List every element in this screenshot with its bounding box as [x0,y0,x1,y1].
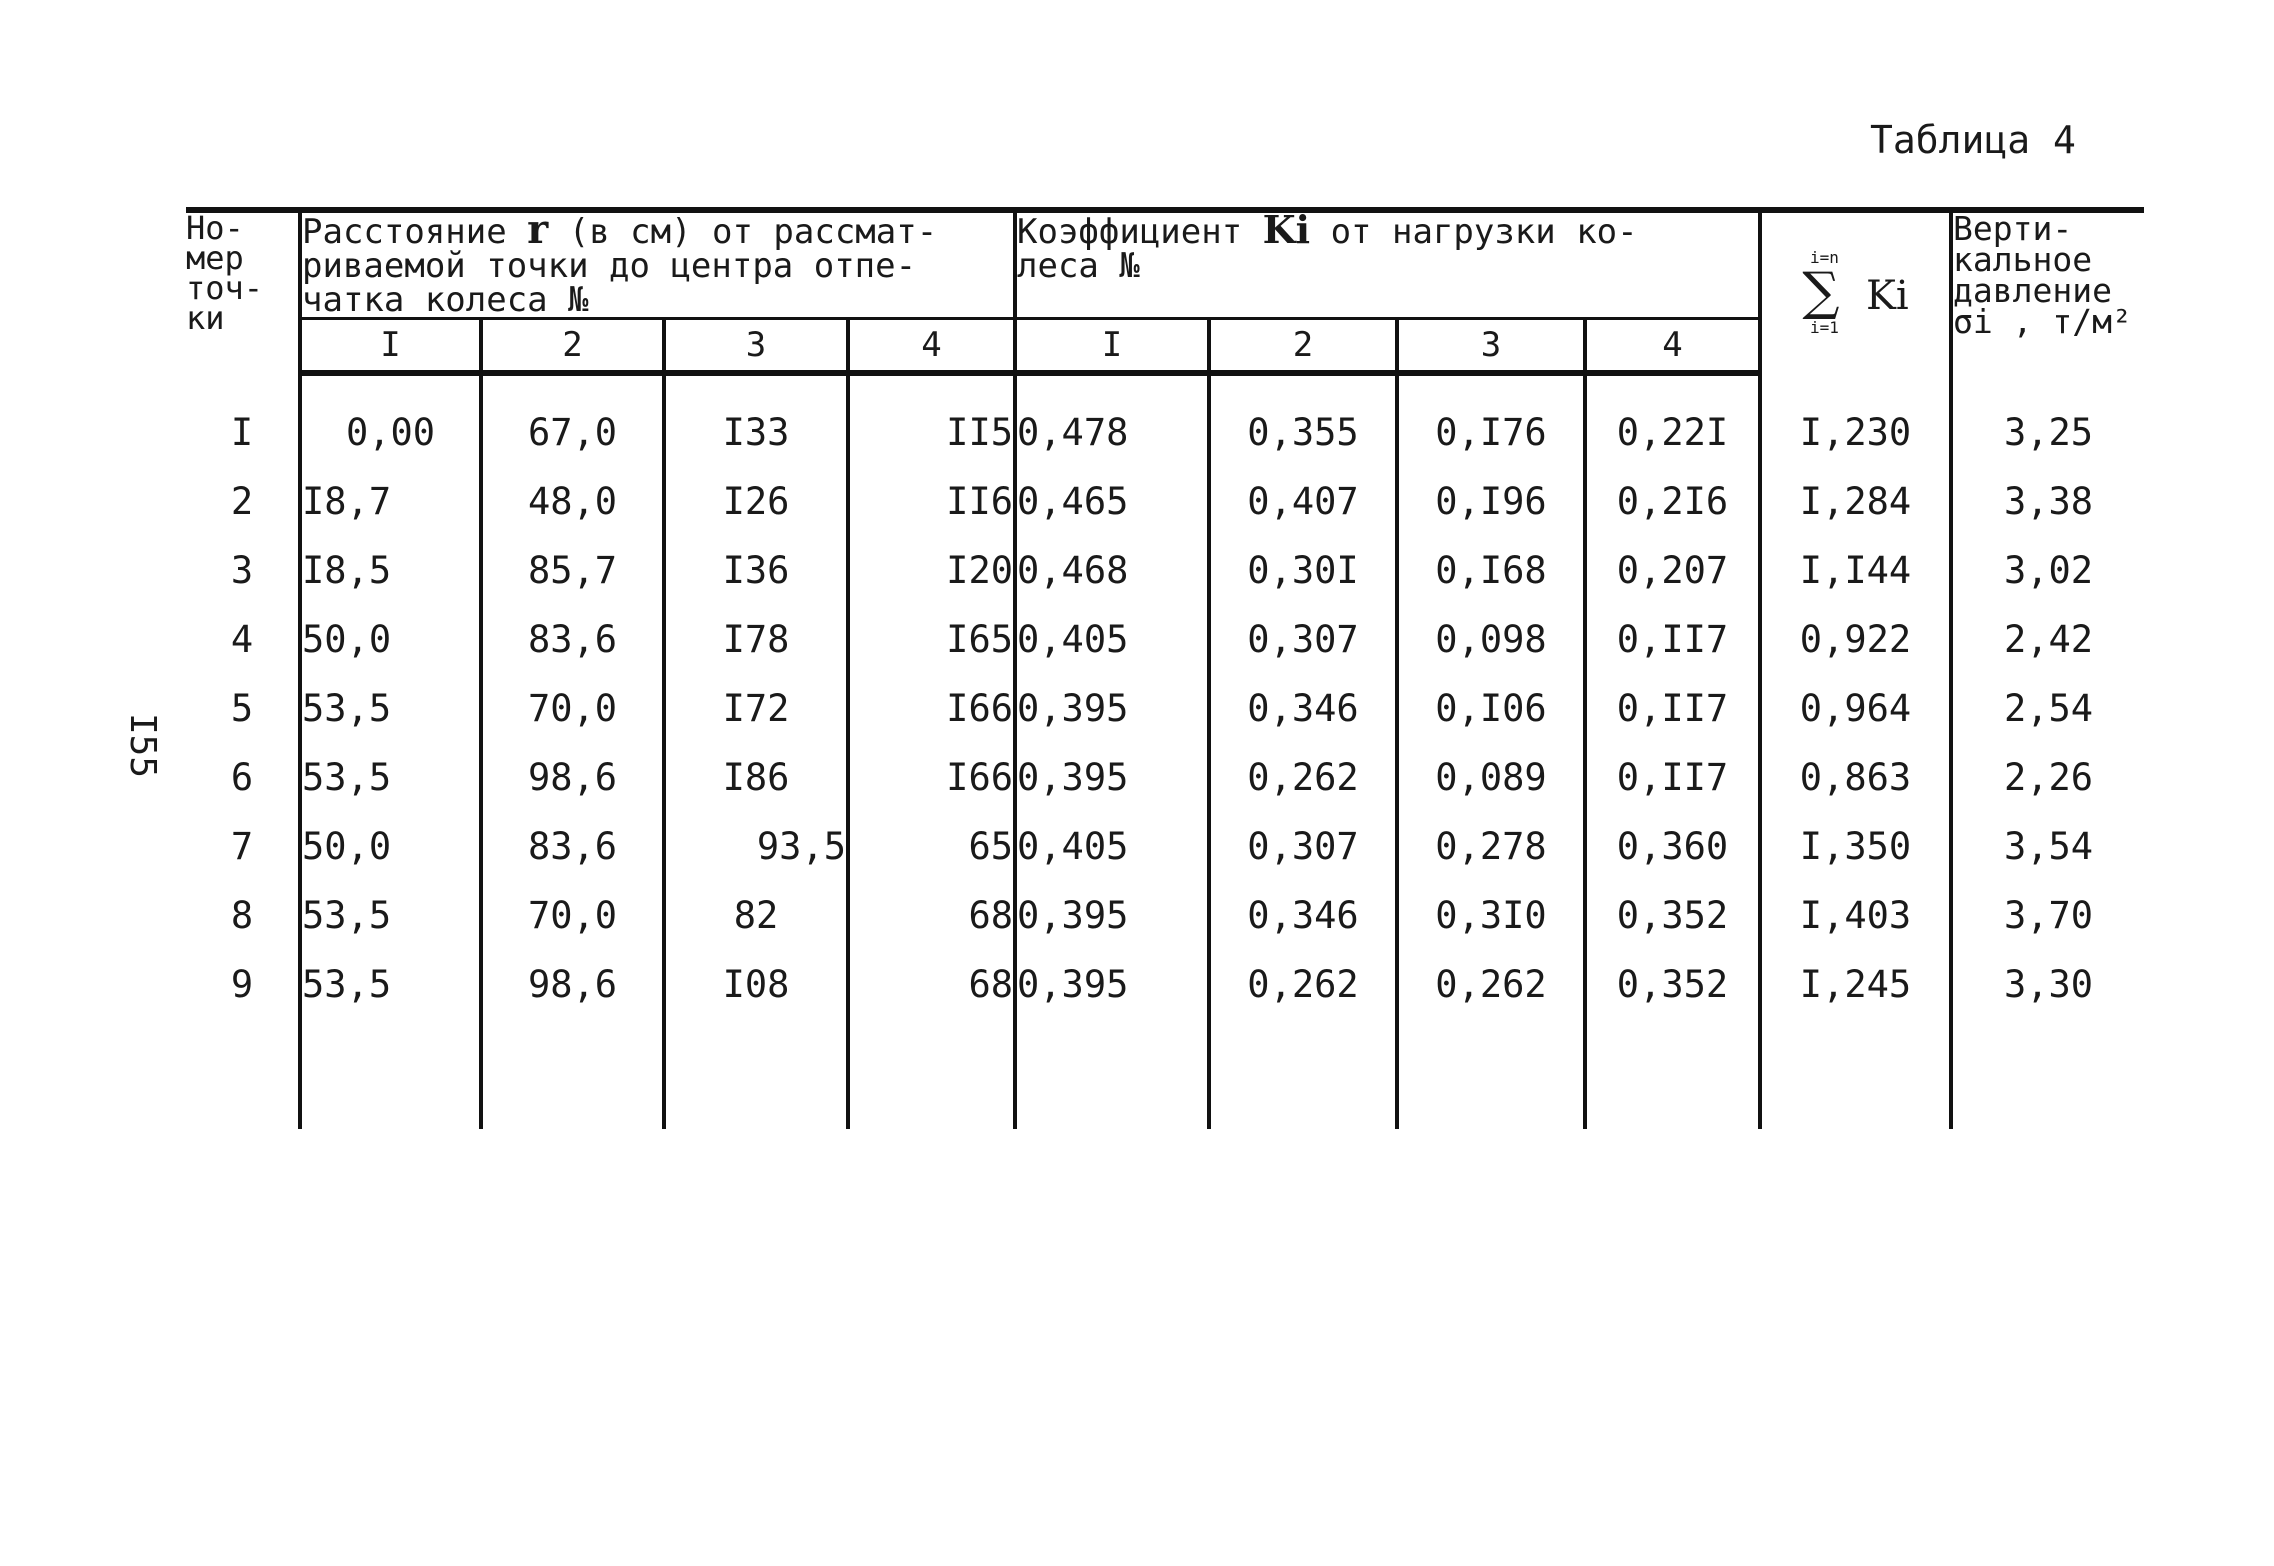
table-cell: 0,262 [1397,950,1585,1019]
table-cell: 0,395 [1015,950,1209,1019]
table-cell: 0,360 [1585,812,1760,881]
table-cell: 83,6 [481,605,664,674]
radius-symbol: r [527,206,549,253]
table-cell: 0,II7 [1585,605,1760,674]
table-cell: I8,5 [300,536,481,605]
point-number: 6 [230,756,254,799]
sub-header-coef-1: I [1015,319,1209,374]
sub-header-distance-1: I [300,319,481,374]
table-row [186,812,2144,881]
table-cell: 0,307 [1209,812,1397,881]
table-cell: II6 [848,467,1015,536]
table-cell: 0,922 [1760,605,1951,674]
table-cell: 2,54 [1951,674,2144,743]
table-row [186,398,2144,467]
header-text: Коэффициент [1017,212,1263,252]
table-cell: 93,5 [664,812,848,881]
table-cell: 50,0 [300,605,481,674]
table-cell: 3,54 [1951,812,2144,881]
table-cell: 0,863 [1760,743,1951,812]
sigma-symbol: ∑ [1802,262,1840,322]
table-caption: Таблица 4 [1870,118,2076,162]
table-cell: 0,089 [1397,743,1585,812]
table-cell: 68 [848,881,1015,950]
table-cell: I,230 [1760,398,1951,467]
header-text: ки [186,299,225,337]
table-cell: II5 [848,398,1015,467]
table-cell: I,350 [1760,812,1951,881]
table-cell: 0,262 [1209,950,1397,1019]
table-cell: 0,478 [1015,398,1209,467]
table-cell: I36 [664,536,848,605]
table-cell: 0,II7 [1585,743,1760,812]
table-cell: 0,407 [1209,467,1397,536]
table-cell: 3,30 [1951,950,2144,1019]
table-cell: 0,346 [1209,881,1397,950]
sub-header-distance-4: 4 [848,319,1015,374]
header-text: точ- [186,269,264,307]
table-cell: 53,5 [300,674,481,743]
table-cell: 0,2I6 [1585,467,1760,536]
table-cell: 70,0 [481,674,664,743]
page-number: I55 [122,712,164,779]
table-cell: 0,405 [1015,605,1209,674]
point-number-header [186,210,300,373]
table-cell: 85,7 [481,536,664,605]
table-cell: 98,6 [481,950,664,1019]
table-cell: I26 [664,467,848,536]
table-cell: 0,278 [1397,812,1585,881]
table-cell: 0,352 [1585,881,1760,950]
table-cell: I,284 [1760,467,1951,536]
header-text: σi , т/м² [1953,302,2132,341]
table-cell: 0,098 [1397,605,1585,674]
point-number: 5 [230,687,254,730]
table-cell: 0,I68 [1397,536,1585,605]
header-text: чатка колеса № [302,280,589,320]
table-cell: I,I44 [1760,536,1951,605]
table-cell: 3,02 [1951,536,2144,605]
sub-header-coef-2: 2 [1209,319,1397,374]
table-cell: I,403 [1760,881,1951,950]
point-number: 8 [230,894,254,937]
table-cell: I72 [664,674,848,743]
point-number: 7 [230,825,254,868]
header-text: (в см) от рассмат- [548,212,938,252]
table-row [186,674,2144,743]
table-cell: 48,0 [481,467,664,536]
table-cell: 83,6 [481,812,664,881]
table-cell: 0,I96 [1397,467,1585,536]
table-cell: 0,00 [300,398,481,467]
point-number: I [230,411,254,454]
table-cell: 0,262 [1209,743,1397,812]
table-row [186,536,2144,605]
table-cell: 0,I06 [1397,674,1585,743]
sub-header-distance-2: 2 [481,319,664,374]
table-cell: 0,II7 [1585,674,1760,743]
coefficient-group-header [1015,207,1760,319]
table-cell: 3,38 [1951,467,2144,536]
table-cell: 53,5 [300,881,481,950]
table-cell: 0,395 [1015,881,1209,950]
table-cell: 65 [848,812,1015,881]
table-row [186,605,2144,674]
table-cell: 0,3I0 [1397,881,1585,950]
table-cell: 53,5 [300,743,481,812]
pressure-header [1951,210,2144,373]
data-table [186,207,2144,1129]
table-cell: 0,207 [1585,536,1760,605]
header-text: леса № [1017,246,1140,286]
sub-header-distance-3: 3 [664,319,848,374]
table-cell: 0,964 [1760,674,1951,743]
table-cell: 98,6 [481,743,664,812]
table-cell: 2,42 [1951,605,2144,674]
table-row [186,881,2144,950]
table-cell: 0,352 [1585,950,1760,1019]
sum-header [1760,210,1951,373]
table-cell: I8,7 [300,467,481,536]
table-cell: I08 [664,950,848,1019]
table-cell: 67,0 [481,398,664,467]
table-cell: I66 [848,674,1015,743]
point-number: 4 [230,618,254,661]
table-row [186,743,2144,812]
header-text: кальное [1953,240,2093,279]
table-cell: 0,22I [1585,398,1760,467]
table-cell: 68 [848,950,1015,1019]
header-text: Верти- [1953,209,2073,248]
table-cell: 0,405 [1015,812,1209,881]
table-cell: 2,26 [1951,743,2144,812]
distance-group-header [300,206,1015,320]
header-text: от нагрузки ко- [1310,212,1638,252]
table-cell: 0,468 [1015,536,1209,605]
table-row [186,950,2144,1019]
table-cell: I65 [848,605,1015,674]
header-text: давление [1953,271,2112,310]
sub-header-coef-4: 4 [1585,319,1760,374]
point-number: 9 [230,963,254,1006]
table-cell: 0,30I [1209,536,1397,605]
table-cell: 3,70 [1951,881,2144,950]
table-cell: I,245 [1760,950,1951,1019]
table-cell: 0,395 [1015,674,1209,743]
table-row [186,467,2144,536]
header-text: мер [186,239,244,277]
table-cell: 0,395 [1015,743,1209,812]
table-cell: 0,307 [1209,605,1397,674]
table-cell: I20 [848,536,1015,605]
table-cell: 53,5 [300,950,481,1019]
table-cell: I33 [664,398,848,467]
sum-lower-limit: i=1 [1810,318,1839,337]
sub-header-coef-3: 3 [1397,319,1585,374]
point-number: 3 [230,549,254,592]
table-cell: 0,465 [1015,467,1209,536]
table-cell: 0,355 [1209,398,1397,467]
sum-upper-limit: i=n [1810,248,1839,267]
table-cell: 3,25 [1951,398,2144,467]
k-symbol: Ki [1262,207,1311,252]
table-cell: I78 [664,605,848,674]
header-text: риваемой точки до центра отпе- [302,246,917,286]
sum-term: Ki [1865,273,1909,319]
table-cell: 0,346 [1209,674,1397,743]
table-cell: I86 [664,743,848,812]
table-cell: 82 [664,881,848,950]
header-text: Но- [186,209,244,247]
header-text: Расстояние [302,212,528,252]
point-number: 2 [230,480,254,523]
table-cell: I66 [848,743,1015,812]
table-cell: 50,0 [300,812,481,881]
table-cell: 0,I76 [1397,398,1585,467]
table-cell: 70,0 [481,881,664,950]
